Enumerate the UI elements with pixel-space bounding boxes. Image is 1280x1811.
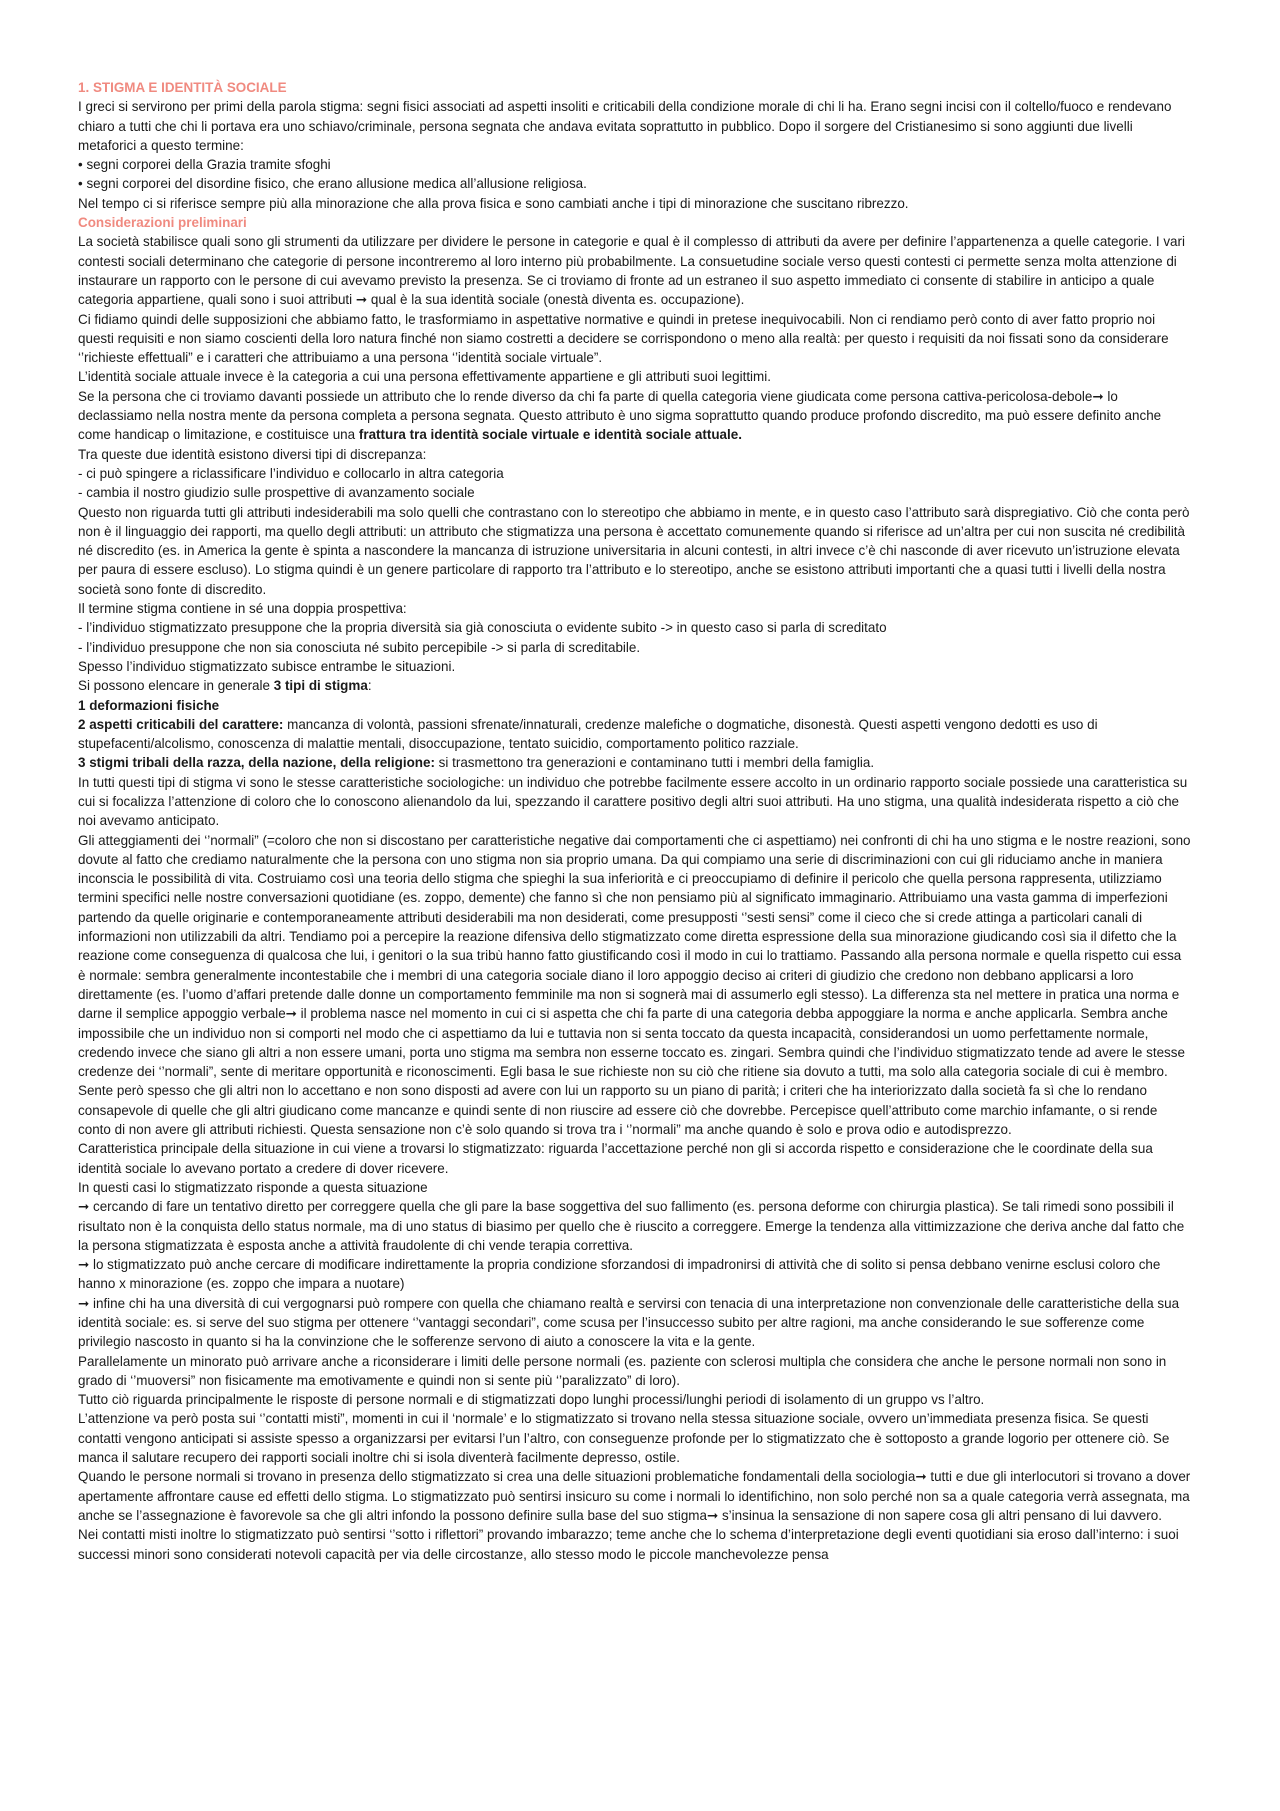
paragraph: Nei contatti misti inoltre lo stigmatizzato può sentirsi ‘’sotto i riflettori” provando imbarazzo; teme anche che lo schema d’interpretazione degli eventi quotidiani sia eroso dall’interno: i suoi successi minori sono considerati notevoli capacità per via delle circostanze, allo stesso modo le piccole manchevolezze pensa — [78, 1527, 1179, 1562]
paragraph — [78, 387, 1192, 445]
paragraph: Spesso l’individuo stigmatizzato subisce entrambe le situazioni. — [78, 658, 456, 674]
paragraph: Caratteristica principale della situazione in cui viene a trovarsi lo stigmatizzato: riguarda l’accettazione perché non gli si accorda rispetto e considerazione che le coordinate della sua identità sociale lo avevano portato a credere di dover ricevere. — [78, 1141, 1153, 1176]
paragraph: Il termine stigma contiene in sé una doppia prospettiva: — [78, 601, 407, 617]
arrow-item: ➞ infine chi ha una diversità di cui vergognarsi può rompere con quella che chiamano realtà e servirsi con tenacia di una interpretazione non convenzionale delle caratteristiche della sua identità sociale: es. si serve del suo stigma per ottenere ‘’vantaggi secondari”, come scusa per l’insuccesso subito per altre ragioni, ma anche considerando le sue sofferenze come privilegio nascosto in quanto si ha la convinzione che le sofferenze servono di aiuto a conoscere la vita e la gente. — [78, 1295, 1180, 1350]
paragraph: Nel tempo ci si riferisce sempre più alla minorazione che alla prova fisica e sono cambiati anche i tipi di minorazione che suscitano ribrezzo. — [78, 195, 909, 211]
paragraph: Tutto ciò riguarda principalmente le risposte di persone normali e di stigmatizzati dopo lunghi processi/lunghi periodi di isolamento di un gruppo vs l’altro. — [78, 1392, 985, 1408]
bold-text: 1 deformazioni fisiche — [78, 697, 220, 713]
arrow-item: ➞ lo stigmatizzato può anche cercare di modificare indirettamente la propria condizione sforzandosi di impadronirsi di attività che di solito si pensa debbano venirne esclusi coloro che hanno x minorazione (es. zoppo che impara a nuotare) — [78, 1257, 1161, 1292]
dash-item: - l’individuo presuppone che non sia conosciuta né subito percepibile -> si parla di screditabile. — [78, 639, 641, 655]
stigma-type-1 — [78, 696, 1192, 715]
text-run: Se la persona che ci troviamo davanti possiede un attributo che lo rende diverso da chi fa parte di quella categoria viene giudicata come persona cattiva-pericolosa-debole➞ lo declassiamo nella nostra mente da persona completa a persona segnata. Questo attributo è uno sigma soprattutto quando produce profondo discredito, ma può essere definito anche come handicap o limitazione, e costituisce una — [78, 388, 1162, 443]
dash-item: - l’individuo stigmatizzato presuppone che la propria diversità sia già conosciuta o evidente subito -> in questo caso si parla di screditato — [78, 620, 887, 636]
paragraph: Parallelamente un minorato può arrivare anche a riconsiderare i limiti delle persone normali (es. paziente con sclerosi multipla che considera che anche le persone normali non sono in grado di ‘’muoversi” non fisicamente ma emotivamente e quindi non si sente più ‘’paralizzato” di loro). — [78, 1353, 1167, 1388]
stigma-type-2 — [78, 715, 1192, 754]
bullet-item: • segni corporei del disordine fisico, che erano allusione medica all’allusione religiosa. — [78, 176, 587, 192]
bold-text: 3 stigmi tribali della razza, della nazione, della religione: — [78, 755, 435, 771]
dash-item: - ci può spingere a riclassificare l’individuo e collocarlo in altra categoria — [78, 465, 504, 481]
bold-text: 3 tipi di stigma — [273, 678, 368, 694]
paragraph: Ci fidiamo quindi delle supposizioni che abbiamo fatto, le trasformiamo in aspettative normative e quindi in pretese inequivocabili. Non ci rendiamo però conto di aver fatto proprio noi questi requisiti e non siamo coscienti della loro natura finché non siamo costretti a decidere se corrispondono o meno alla realtà: per questo i requisiti da noi fissati sono da considerare ‘’richieste effettuali” e i caratteri che attribuiamo a una persona ‘’identità sociale virtuale”. — [78, 311, 1169, 366]
bold-text: 2 aspetti criticabili del carattere: — [78, 716, 284, 732]
bold-text: frattura tra identità sociale virtuale e identità sociale attuale. — [358, 427, 742, 443]
paragraph — [78, 676, 1192, 695]
paragraph: L’attenzione va però posta sui ‘’contatti misti”, momenti in cui il ‘normale’ e lo stigmatizzato si trovano nella stessa situazione sociale, ovvero un’immediata presenza fisica. Se questi contatti vengono anticipati si assiste spesso a organizzarsi per evitarsi l’un l’altro, con conseguenze profonde per lo stigmatizzato che è sottoposto a grande logorio per ottenere ciò. Se manca il salutare recupero dei rapporti sociali inoltre chi si isola diventerà facilmente depresso, ostile. — [78, 1411, 1170, 1466]
paragraph: I greci si servirono per primi della parola stigma: segni fisici associati ad aspetti insoliti e criticabili della condizione morale di chi li ha. Erano segni incisi con il coltello/fuoco e rendevano chiaro a tutti che chi li portava era uno schiavo/criminale, persona segnata che andava evitata soprattutto in pubblico. Dopo il sorgere del Cristianesimo si sono aggiunti due livelli metaforici a questo termine: — [78, 99, 1172, 153]
subsection-title: Considerazioni preliminari — [78, 215, 247, 231]
paragraph: La società stabilisce quali sono gli strumenti da utilizzare per dividere le persone in categorie e qual è il complesso di attributi da avere per definire l’appartenenza a quelle categorie. I vari contesti sociali determinano che categorie di persone incontreremo al loro interno più probabilmente. La consuetudine sociale verso questi contesti ci permette senza molta attenzione di instaurare un rapporto con le persone di cui avevamo previsto la presenza. Se ci troviamo di fronte ad un estraneo il suo aspetto immediato ci consente di stabilire in anticipo a quale categoria appartiene, quali sono i suoi attributi ➞ qual è la sua identità sociale (onestà diventa es. occupazione). — [78, 234, 1185, 308]
paragraph: Questo non riguarda tutti gli attributi indesiderabili ma solo quelli che contrastano con lo stereotipo che abbiamo in mente, e in questo caso l’attributo sarà dispregiativo. Ciò che conta però non è il linguaggio dei rapporti, ma quello degli attributi: un attributo che stigmatizza una persona è accettato comunemente quando si riferisce ad un’altra per cui non suscita né credibilità né discredito (es. in America la gente è spinta a nascondere la mancanza di istruzione universitaria in alcuni contesti, in altri invece c’è chi nasconde di aver ricevuto un’istruzione elevata per paura di essere escluso). Lo stigma quindi è un genere particolare di rapporto tra l’attributo e lo stereotipo, anche se esistono attributi importanti che a quasi tutti i livelli della nostra società sono fonte di discredito. — [78, 504, 1190, 597]
stigma-type-3 — [78, 753, 1192, 772]
arrow-item: ➞ cercando di fare un tentativo diretto per correggere quella che gli pare la base soggettiva del suo fallimento (es. persona deforme con chirurgia plastica). Se tali rimedi sono possibili il risultato non è la conquista dello status normale, ma di uno status di biasimo per quello che è riuscito a correggere. Emerge la tendenza alla vittimizzazione che deriva anche dal fatto che la persona stigmatizzata è esposta anche a attività fraudolente di chi vende terapia correttiva. — [78, 1199, 1185, 1253]
dash-item: - cambia il nostro giudizio sulle prospettive di avanzamento sociale — [78, 485, 475, 501]
paragraph: In tutti questi tipi di stigma vi sono le stesse caratteristiche sociologiche: un individuo che potrebbe facilmente essere accolto in un ordinario rapporto sociale possiede una caratteristica su cui si focalizza l’attenzione di coloro che lo conoscono alienandolo da lui, spezzando il carattere positivo degli altri suoi attributi. Ha uno stigma, una qualità indesiderata rispetto a ciò che noi avevamo anticipato. — [78, 774, 1188, 829]
text-run: mancanza di volontà, passioni sfrenate/innaturali, credenze malefiche o dogmatiche, disonestà. Questi aspetti vengono dedotti es uso di stupefacenti/alcolismo, conoscenza di malattie mentali, disoccupazione, tentato suicidio, comportamento politico razziale. — [78, 716, 1098, 752]
section-title: 1. STIGMA E IDENTITÀ SOCIALE — [78, 80, 287, 95]
document-body — [78, 78, 1192, 1564]
paragraph: Tra queste due identità esistono diversi tipi di discrepanza: — [78, 446, 427, 462]
text-run: Si possono elencare in generale — [78, 678, 274, 694]
text-run: : — [367, 678, 372, 694]
paragraph: In questi casi lo stigmatizzato risponde a questa situazione — [78, 1179, 428, 1195]
bullet-item: • segni corporei della Grazia tramite sfoghi — [78, 157, 331, 173]
paragraph: Gli atteggiamenti dei ‘’normali” (=coloro che non si discostano per caratteristiche negative dai comportamenti che ci aspettiamo) nei confronti di chi ha uno stigma e le nostre reazioni, sono dovute al fatto che crediamo naturalmente che la persona con uno stigma non sia proprio umana. Da qui compiamo una serie di discriminazioni con cui gli riduciamo anche in maniera inconscia le possibilità di vita. Costruiamo così una teoria dello stigma che spieghi la sua inferiorità e ci preoccupiamo di definire il pericolo che quella persona rappresenta, utilizziamo termini specifici nelle nostre conversazioni quotidiane (es. zoppo, demente) che fanno sì che non pensiamo più al significato immaginario. Attribuiamo una vasta gamma di imperfezioni partendo da quelle originarie e contemporaneamente attributi desiderabili ma non desiderati, come presupposti ‘’sesti sensi” come il cieco che si crede attinga a particolari canali di informazioni non utilizzabili da altri. Tendiamo poi a percepire la reazione difensiva dello stigmatizzato come diretta espressione della sua minorazione giudicando così sia il difetto che la reazione come conseguenza di qualcosa che lui, i genitori o la sua tribù hanno fatto giustificando così il modo in cui lo trattiamo. Passando alla persona normale e quella rispetto cui essa è normale: sembra generalmente incontestabile che i membri di una categoria sociale diano il loro appoggio deciso ai criteri di giudizio che credono non debbano applicarsi a loro direttamente (es. l’uomo d’affari pretende dalle donne un comportamento femminile ma non si sognerà mai di assumerlo egli stesso). La differenza sta nel mettere in pratica una norma e darne il semplice appoggio verbale➞ il problema nasce nel momento in cui ci si aspetta che chi fa parte di una categoria debba appoggiare la norma e anche applicarla. Sembra anche impossibile che un individuo non si comporti nel modo che ci aspettiamo da lui e tuttavia non si senta toccato da questa incapacità, considerandosi un uomo perfettamente normale, credendo invece che siano gli altri a non essere umani, porta uno stigma ma sembra non esserne toccato es. zingari. Sembra quindi che l’individuo stigmatizzato tende ad avere le stesse credenze dei ‘’normali”, sente di meritare opportunità e riconoscimenti. Egli basa le sue richieste non su ciò che ritiene sia dovuto a tutti, ma solo alla categoria sociale di cui è membro. Sente però spesso che gli altri non lo accettano e non sono disposti ad avere con lui un rapporto su un piano di parità; i criteri che ha interiorizzato dalla società fa sì che lo rendano consapevole di quelle che gli altri giudicano come mancanze e quindi sente di non riuscire ad essere ciò che dovrebbe. Percepisce quell’attributo come marchio infamante, o si rende conto di non avere gli attributi richiesti. Questa sensazione non c’è solo quando si trova tra i ‘’normali” ma anche quando è solo e prova odio e autodisprezzo. — [78, 832, 1191, 1138]
paragraph: Quando le persone normali si trovano in presenza dello stigmatizzato si crea una delle situazioni problematiche fondamentali della sociologia➞ tutti e due gli interlocutori si trovano a dover apertamente affrontare cause ed effetti dello stigma. Lo stigmatizzato può sentirsi insicuro su come i normali lo identifichino, non solo perché non sa a quale categoria verrà assegnata, ma anche se l’assegnazione è favorevole sa che gli altri infondo la possono definire sulla base del suo stigma➞ s’insinua la sensazione di non sapere cosa gli altri pensano di lui davvero. — [78, 1469, 1191, 1523]
paragraph: L’identità sociale attuale invece è la categoria a cui una persona effettivamente appartiene e gli attributi suoi legittimi. — [78, 369, 771, 385]
text-run: si trasmettono tra generazioni e contaminano tutti i membri della famiglia. — [434, 755, 875, 771]
